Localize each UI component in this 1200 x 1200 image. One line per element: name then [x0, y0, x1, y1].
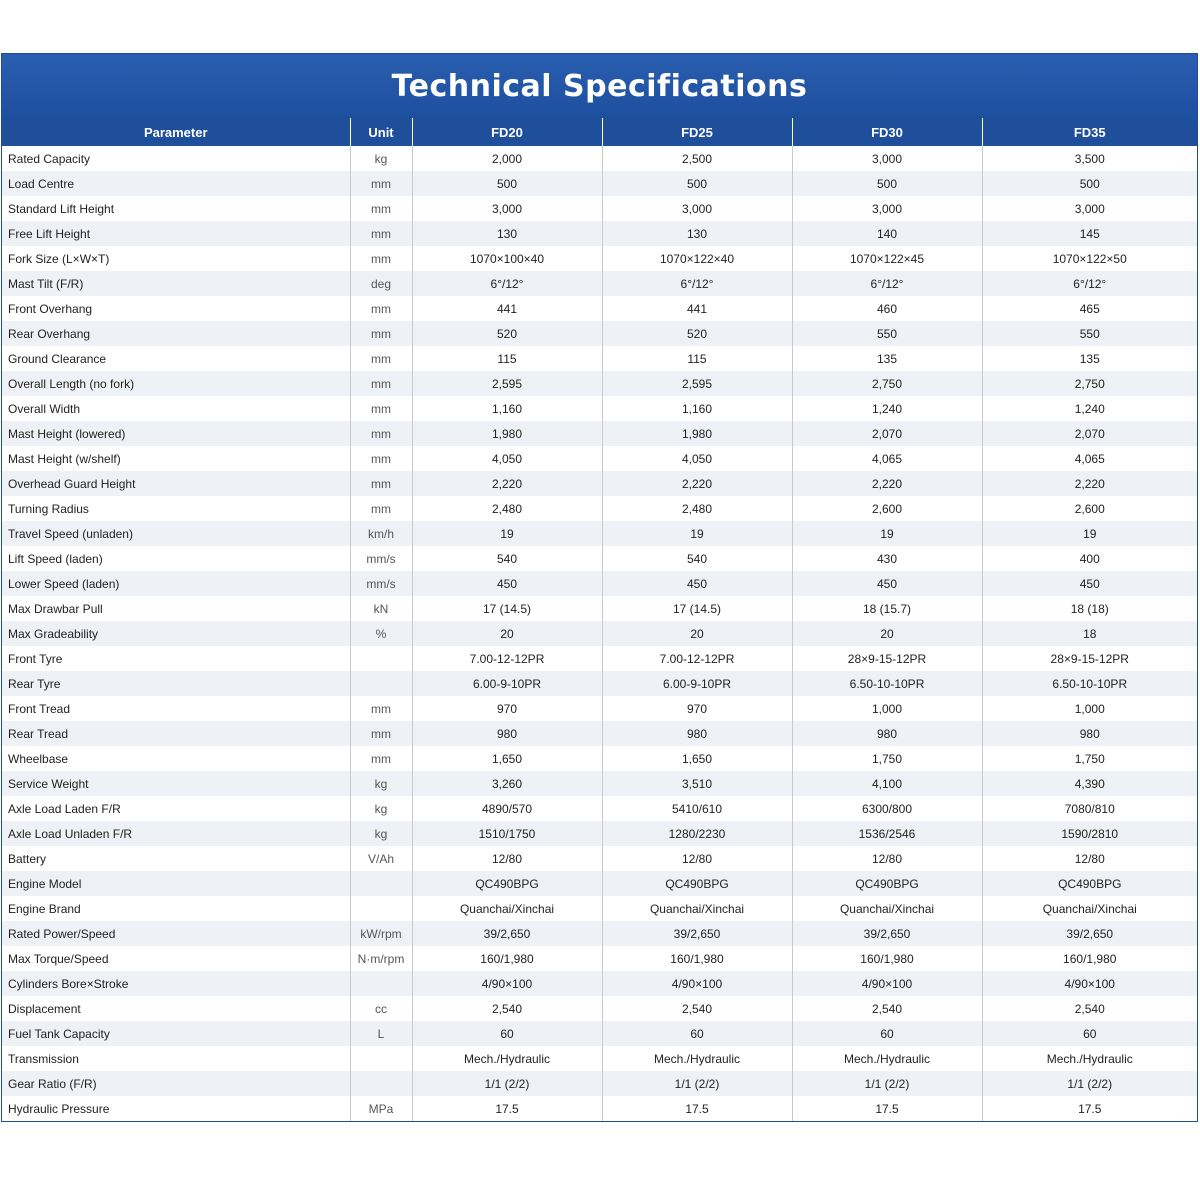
cell-parameter: Rear Overhang [2, 321, 350, 346]
table-row [2, 871, 1197, 896]
table-row [2, 271, 1197, 296]
cell-unit: mm [350, 396, 412, 421]
cell-unit: mm [350, 746, 412, 771]
cell-fd35: 4,065 [982, 446, 1197, 471]
cell-unit: mm [350, 446, 412, 471]
table-row [2, 221, 1197, 246]
cell-unit: mm [350, 296, 412, 321]
table-row [2, 971, 1197, 996]
cell-fd35: Mech./Hydraulic [982, 1046, 1197, 1071]
cell-fd25: 2,480 [602, 496, 792, 521]
col-header-fd25: FD25 [602, 118, 792, 146]
table-row [2, 771, 1197, 796]
cell-fd20: 441 [412, 296, 602, 321]
cell-fd25: 1,650 [602, 746, 792, 771]
cell-unit: mm [350, 321, 412, 346]
cell-fd25: 1/1 (2/2) [602, 1071, 792, 1096]
cell-parameter: Front Overhang [2, 296, 350, 321]
cell-fd35: 1,240 [982, 396, 1197, 421]
cell-fd20: 6°/12° [412, 271, 602, 296]
cell-fd30: 550 [792, 321, 982, 346]
cell-fd25: Quanchai/Xinchai [602, 896, 792, 921]
cell-fd25: QC490BPG [602, 871, 792, 896]
cell-fd30: 1,000 [792, 696, 982, 721]
cell-fd35: 160/1,980 [982, 946, 1197, 971]
cell-fd20: 2,000 [412, 146, 602, 171]
cell-fd35: 2,220 [982, 471, 1197, 496]
table-row [2, 296, 1197, 321]
cell-parameter: Gear Ratio (F/R) [2, 1071, 350, 1096]
cell-fd25: 4/90×100 [602, 971, 792, 996]
cell-fd30: 3,000 [792, 196, 982, 221]
table-row [2, 446, 1197, 471]
cell-fd30: 2,540 [792, 996, 982, 1021]
cell-fd35: 6.50-10-10PR [982, 671, 1197, 696]
cell-fd25: 7.00-12-12PR [602, 646, 792, 671]
cell-fd30: 3,000 [792, 146, 982, 171]
cell-fd35: 135 [982, 346, 1197, 371]
cell-fd20: 20 [412, 621, 602, 646]
cell-parameter: Overall Length (no fork) [2, 371, 350, 396]
cell-fd35: 28×9-15-12PR [982, 646, 1197, 671]
cell-fd25: 4,050 [602, 446, 792, 471]
table-row [2, 1096, 1197, 1121]
cell-unit: mm [350, 221, 412, 246]
cell-fd25: 6.00-9-10PR [602, 671, 792, 696]
cell-fd35: 550 [982, 321, 1197, 346]
cell-unit: mm [350, 721, 412, 746]
cell-parameter: Overhead Guard Height [2, 471, 350, 496]
table-row [2, 896, 1197, 921]
cell-fd25: 130 [602, 221, 792, 246]
cell-fd25: 5410/610 [602, 796, 792, 821]
cell-unit: mm [350, 496, 412, 521]
table-row [2, 671, 1197, 696]
cell-unit: MPa [350, 1096, 412, 1121]
cell-fd35: 7080/810 [982, 796, 1197, 821]
cell-parameter: Lower Speed (laden) [2, 571, 350, 596]
cell-fd20: 1/1 (2/2) [412, 1071, 602, 1096]
cell-fd20: 12/80 [412, 846, 602, 871]
cell-fd30: 450 [792, 571, 982, 596]
col-header-unit: Unit [350, 118, 412, 146]
cell-fd35: 1,750 [982, 746, 1197, 771]
cell-fd30: 39/2,650 [792, 921, 982, 946]
cell-unit [350, 971, 412, 996]
cell-unit [350, 1046, 412, 1071]
spec-table [2, 118, 1197, 1121]
table-row [2, 596, 1197, 621]
cell-unit: mm [350, 196, 412, 221]
cell-unit [350, 1071, 412, 1096]
cell-unit: kg [350, 771, 412, 796]
cell-fd20: 1,160 [412, 396, 602, 421]
cell-fd25: 2,500 [602, 146, 792, 171]
cell-fd20: Quanchai/Xinchai [412, 896, 602, 921]
cell-fd20: 540 [412, 546, 602, 571]
table-row [2, 996, 1197, 1021]
cell-fd30: 28×9-15-12PR [792, 646, 982, 671]
cell-fd30: 18 (15.7) [792, 596, 982, 621]
cell-fd25: 520 [602, 321, 792, 346]
table-row [2, 421, 1197, 446]
table-row [2, 796, 1197, 821]
cell-fd35: 980 [982, 721, 1197, 746]
cell-unit: kg [350, 796, 412, 821]
cell-fd20: 3,000 [412, 196, 602, 221]
cell-fd20: 1510/1750 [412, 821, 602, 846]
cell-parameter: Rated Capacity [2, 146, 350, 171]
cell-unit [350, 871, 412, 896]
table-row [2, 321, 1197, 346]
cell-unit: mm [350, 171, 412, 196]
cell-parameter: Mast Height (w/shelf) [2, 446, 350, 471]
cell-fd35: 18 (18) [982, 596, 1197, 621]
table-row [2, 1071, 1197, 1096]
cell-fd25: 20 [602, 621, 792, 646]
cell-fd20: 39/2,650 [412, 921, 602, 946]
cell-fd25: 160/1,980 [602, 946, 792, 971]
cell-fd20: 1070×100×40 [412, 246, 602, 271]
table-row [2, 1046, 1197, 1071]
cell-parameter: Load Centre [2, 171, 350, 196]
cell-fd20: 19 [412, 521, 602, 546]
cell-parameter: Rear Tyre [2, 671, 350, 696]
cell-parameter: Transmission [2, 1046, 350, 1071]
cell-unit: mm/s [350, 546, 412, 571]
cell-fd20: 4/90×100 [412, 971, 602, 996]
table-row [2, 846, 1197, 871]
cell-parameter: Fuel Tank Capacity [2, 1021, 350, 1046]
cell-fd35: Quanchai/Xinchai [982, 896, 1197, 921]
cell-fd30: 135 [792, 346, 982, 371]
cell-fd35: 1,000 [982, 696, 1197, 721]
table-row [2, 1021, 1197, 1046]
cell-unit: mm [350, 346, 412, 371]
cell-parameter: Axle Load Laden F/R [2, 796, 350, 821]
cell-parameter: Wheelbase [2, 746, 350, 771]
cell-fd30: 6300/800 [792, 796, 982, 821]
table-row [2, 571, 1197, 596]
cell-parameter: Rated Power/Speed [2, 921, 350, 946]
cell-fd35: 1070×122×50 [982, 246, 1197, 271]
cell-parameter: Engine Model [2, 871, 350, 896]
cell-parameter: Turning Radius [2, 496, 350, 521]
cell-fd20: 970 [412, 696, 602, 721]
cell-unit: kg [350, 821, 412, 846]
table-row [2, 171, 1197, 196]
cell-fd20: 17.5 [412, 1096, 602, 1121]
cell-fd20: 980 [412, 721, 602, 746]
table-row [2, 246, 1197, 271]
cell-fd30: 6°/12° [792, 271, 982, 296]
cell-unit: kg [350, 146, 412, 171]
cell-parameter: Mast Height (lowered) [2, 421, 350, 446]
cell-unit: km/h [350, 521, 412, 546]
cell-fd20: Mech./Hydraulic [412, 1046, 602, 1071]
cell-fd35: 3,000 [982, 196, 1197, 221]
cell-fd20: 1,980 [412, 421, 602, 446]
table-row [2, 396, 1197, 421]
col-header-fd30: FD30 [792, 118, 982, 146]
cell-fd20: 2,540 [412, 996, 602, 1021]
cell-fd25: 39/2,650 [602, 921, 792, 946]
cell-fd20: 2,480 [412, 496, 602, 521]
cell-fd30: QC490BPG [792, 871, 982, 896]
cell-fd25: 1,160 [602, 396, 792, 421]
cell-fd30: 2,600 [792, 496, 982, 521]
cell-fd30: 4,065 [792, 446, 982, 471]
table-row [2, 646, 1197, 671]
cell-fd35: 450 [982, 571, 1197, 596]
cell-fd25: 12/80 [602, 846, 792, 871]
cell-unit [350, 896, 412, 921]
cell-fd25: 3,510 [602, 771, 792, 796]
title-bar [2, 54, 1197, 118]
cell-unit: N·m/rpm [350, 946, 412, 971]
cell-parameter: Ground Clearance [2, 346, 350, 371]
cell-parameter: Axle Load Unladen F/R [2, 821, 350, 846]
cell-fd30: 500 [792, 171, 982, 196]
cell-fd30: 60 [792, 1021, 982, 1046]
cell-fd30: 4/90×100 [792, 971, 982, 996]
cell-fd20: 7.00-12-12PR [412, 646, 602, 671]
cell-parameter: Max Gradeability [2, 621, 350, 646]
col-header-fd35: FD35 [982, 118, 1197, 146]
table-row [2, 921, 1197, 946]
cell-fd20: 450 [412, 571, 602, 596]
cell-fd35: 4,390 [982, 771, 1197, 796]
cell-fd35: 1590/2810 [982, 821, 1197, 846]
cell-fd35: 500 [982, 171, 1197, 196]
cell-fd25: 1,980 [602, 421, 792, 446]
table-row [2, 621, 1197, 646]
cell-fd35: 4/90×100 [982, 971, 1197, 996]
cell-fd25: 60 [602, 1021, 792, 1046]
cell-parameter: Travel Speed (unladen) [2, 521, 350, 546]
cell-unit: mm [350, 246, 412, 271]
cell-fd25: 980 [602, 721, 792, 746]
table-row [2, 821, 1197, 846]
cell-fd35: 6°/12° [982, 271, 1197, 296]
table-row [2, 721, 1197, 746]
cell-fd35: 19 [982, 521, 1197, 546]
cell-parameter: Cylinders Bore×Stroke [2, 971, 350, 996]
cell-parameter: Engine Brand [2, 896, 350, 921]
cell-parameter: Rear Tread [2, 721, 350, 746]
cell-fd20: 2,595 [412, 371, 602, 396]
cell-fd20: 1,650 [412, 746, 602, 771]
cell-fd35: 2,070 [982, 421, 1197, 446]
cell-unit: mm [350, 696, 412, 721]
cell-fd30: 1536/2546 [792, 821, 982, 846]
cell-fd25: 3,000 [602, 196, 792, 221]
cell-unit: deg [350, 271, 412, 296]
cell-fd25: 500 [602, 171, 792, 196]
cell-unit [350, 646, 412, 671]
cell-fd20: 130 [412, 221, 602, 246]
cell-fd25: 2,540 [602, 996, 792, 1021]
cell-parameter: Lift Speed (laden) [2, 546, 350, 571]
cell-fd30: 460 [792, 296, 982, 321]
cell-fd30: 160/1,980 [792, 946, 982, 971]
cell-fd25: 970 [602, 696, 792, 721]
cell-fd35: 18 [982, 621, 1197, 646]
cell-fd20: 4,050 [412, 446, 602, 471]
cell-unit: V/Ah [350, 846, 412, 871]
cell-fd30: 12/80 [792, 846, 982, 871]
cell-fd25: 17.5 [602, 1096, 792, 1121]
cell-unit: kW/rpm [350, 921, 412, 946]
cell-fd20: 160/1,980 [412, 946, 602, 971]
cell-fd30: 1070×122×45 [792, 246, 982, 271]
cell-fd25: 2,595 [602, 371, 792, 396]
table-row [2, 146, 1197, 171]
cell-parameter: Free Lift Height [2, 221, 350, 246]
cell-unit: cc [350, 996, 412, 1021]
cell-fd20: QC490BPG [412, 871, 602, 896]
cell-fd35: 3,500 [982, 146, 1197, 171]
cell-fd20: 115 [412, 346, 602, 371]
cell-unit: L [350, 1021, 412, 1046]
cell-fd20: 60 [412, 1021, 602, 1046]
cell-parameter: Overall Width [2, 396, 350, 421]
cell-unit: mm [350, 421, 412, 446]
table-row [2, 546, 1197, 571]
cell-parameter: Max Drawbar Pull [2, 596, 350, 621]
cell-fd30: 19 [792, 521, 982, 546]
cell-unit: kN [350, 596, 412, 621]
cell-fd35: 2,750 [982, 371, 1197, 396]
col-header-parameter: Parameter [2, 118, 350, 146]
cell-fd30: 17.5 [792, 1096, 982, 1121]
cell-fd20: 520 [412, 321, 602, 346]
cell-fd25: 19 [602, 521, 792, 546]
cell-parameter: Fork Size (L×W×T) [2, 246, 350, 271]
cell-fd25: 2,220 [602, 471, 792, 496]
cell-fd30: Quanchai/Xinchai [792, 896, 982, 921]
table-row [2, 696, 1197, 721]
table-row [2, 196, 1197, 221]
col-header-fd20: FD20 [412, 118, 602, 146]
cell-fd30: 1,750 [792, 746, 982, 771]
cell-fd25: 450 [602, 571, 792, 596]
cell-fd20: 3,260 [412, 771, 602, 796]
cell-fd35: QC490BPG [982, 871, 1197, 896]
table-row [2, 946, 1197, 971]
cell-parameter: Max Torque/Speed [2, 946, 350, 971]
cell-fd30: 140 [792, 221, 982, 246]
cell-parameter: Standard Lift Height [2, 196, 350, 221]
cell-fd35: 60 [982, 1021, 1197, 1046]
cell-unit [350, 671, 412, 696]
cell-parameter: Battery [2, 846, 350, 871]
cell-fd25: 115 [602, 346, 792, 371]
cell-parameter: Displacement [2, 996, 350, 1021]
cell-fd30: 2,220 [792, 471, 982, 496]
table-row [2, 471, 1197, 496]
table-row [2, 521, 1197, 546]
cell-parameter: Front Tread [2, 696, 350, 721]
cell-fd20: 17 (14.5) [412, 596, 602, 621]
cell-fd30: 1,240 [792, 396, 982, 421]
cell-fd35: 17.5 [982, 1096, 1197, 1121]
cell-fd30: Mech./Hydraulic [792, 1046, 982, 1071]
cell-unit: % [350, 621, 412, 646]
cell-fd25: 1280/2230 [602, 821, 792, 846]
cell-fd30: 20 [792, 621, 982, 646]
cell-fd30: 2,750 [792, 371, 982, 396]
cell-fd35: 145 [982, 221, 1197, 246]
cell-unit: mm [350, 471, 412, 496]
cell-fd30: 2,070 [792, 421, 982, 446]
cell-parameter: Hydraulic Pressure [2, 1096, 350, 1121]
spec-table-body [2, 146, 1197, 1121]
cell-fd30: 4,100 [792, 771, 982, 796]
cell-parameter: Front Tyre [2, 646, 350, 671]
cell-fd30: 6.50-10-10PR [792, 671, 982, 696]
cell-fd25: 1070×122×40 [602, 246, 792, 271]
cell-fd20: 6.00-9-10PR [412, 671, 602, 696]
cell-fd35: 465 [982, 296, 1197, 321]
cell-fd35: 1/1 (2/2) [982, 1071, 1197, 1096]
cell-unit: mm [350, 371, 412, 396]
cell-fd30: 1/1 (2/2) [792, 1071, 982, 1096]
cell-fd30: 430 [792, 546, 982, 571]
spec-panel [1, 53, 1198, 1122]
cell-fd30: 980 [792, 721, 982, 746]
cell-parameter: Service Weight [2, 771, 350, 796]
cell-fd25: Mech./Hydraulic [602, 1046, 792, 1071]
cell-fd35: 12/80 [982, 846, 1197, 871]
cell-fd35: 2,600 [982, 496, 1197, 521]
cell-unit: mm/s [350, 571, 412, 596]
cell-fd35: 400 [982, 546, 1197, 571]
cell-fd20: 2,220 [412, 471, 602, 496]
cell-fd25: 6°/12° [602, 271, 792, 296]
page-title: Technical Specifications [391, 68, 808, 104]
cell-fd20: 500 [412, 171, 602, 196]
table-row [2, 346, 1197, 371]
cell-fd35: 39/2,650 [982, 921, 1197, 946]
cell-parameter: Mast Tilt (F/R) [2, 271, 350, 296]
cell-fd25: 17 (14.5) [602, 596, 792, 621]
table-row [2, 496, 1197, 521]
header-row [2, 118, 1197, 146]
table-row [2, 746, 1197, 771]
cell-fd20: 4890/570 [412, 796, 602, 821]
table-row [2, 371, 1197, 396]
cell-fd25: 441 [602, 296, 792, 321]
cell-fd25: 540 [602, 546, 792, 571]
cell-fd35: 2,540 [982, 996, 1197, 1021]
